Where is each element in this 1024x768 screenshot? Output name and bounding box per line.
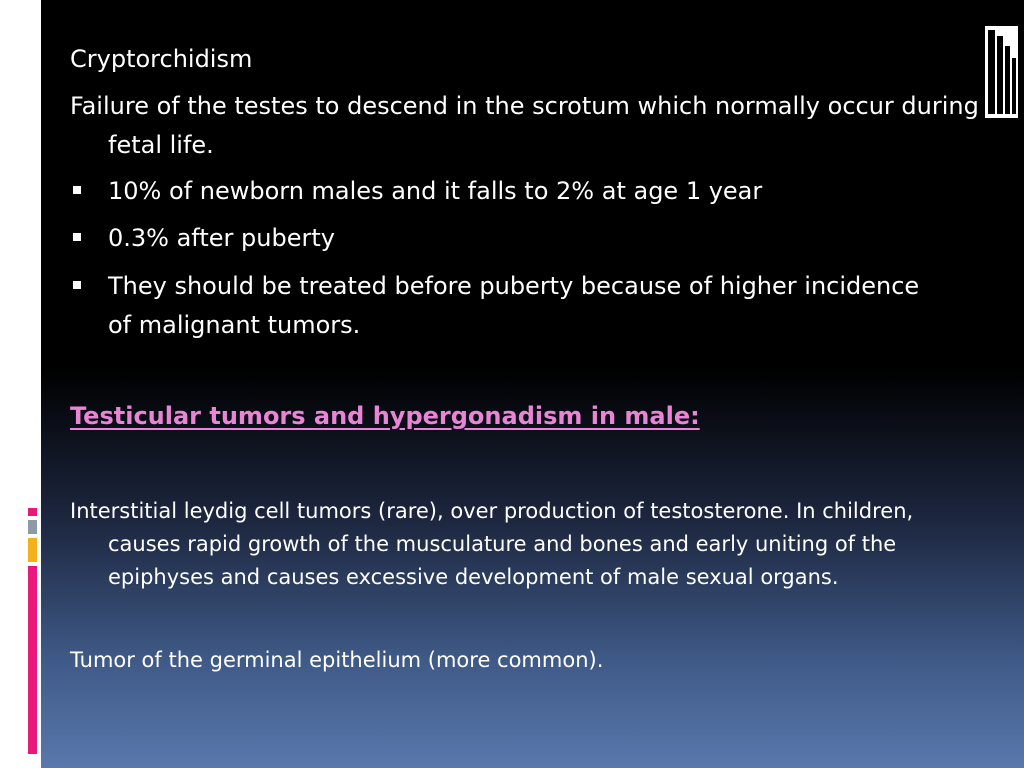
square-bullet-icon: [73, 233, 81, 241]
accent-bar-yellow: [28, 538, 37, 562]
leydig-paragraph: Interstitial leydig cell tumors (rare), over production of testosterone. In children, causes rapid growth of the musculature and bones and early uniting of the epiphyses and causes excessive development of male sexual organs.: [70, 499, 914, 589]
germinal-paragraph: Tumor of the germinal epithelium (more common).: [70, 648, 604, 672]
square-bullet-icon: [73, 281, 81, 289]
slide-title: Cryptorchidism: [70, 45, 253, 73]
accent-bar-pink-long: [28, 566, 37, 754]
bullet-text: 0.3% after puberty: [108, 224, 335, 252]
accent-bar-pink-top: [28, 508, 37, 516]
definition-text: Failure of the testes to descend in the scrotum which normally occur during fetal life.: [70, 92, 979, 159]
bullet-text: They should be treated before puberty because of higher incidence of malignant tumors.: [108, 272, 920, 339]
bullet-text: 10% of newborn males and it falls to 2% at age 1 year: [108, 177, 763, 205]
section-heading: Testicular tumors and hypergonadism in male:: [70, 402, 700, 430]
square-bullet-icon: [73, 186, 81, 194]
accent-bar-gray: [28, 520, 37, 534]
